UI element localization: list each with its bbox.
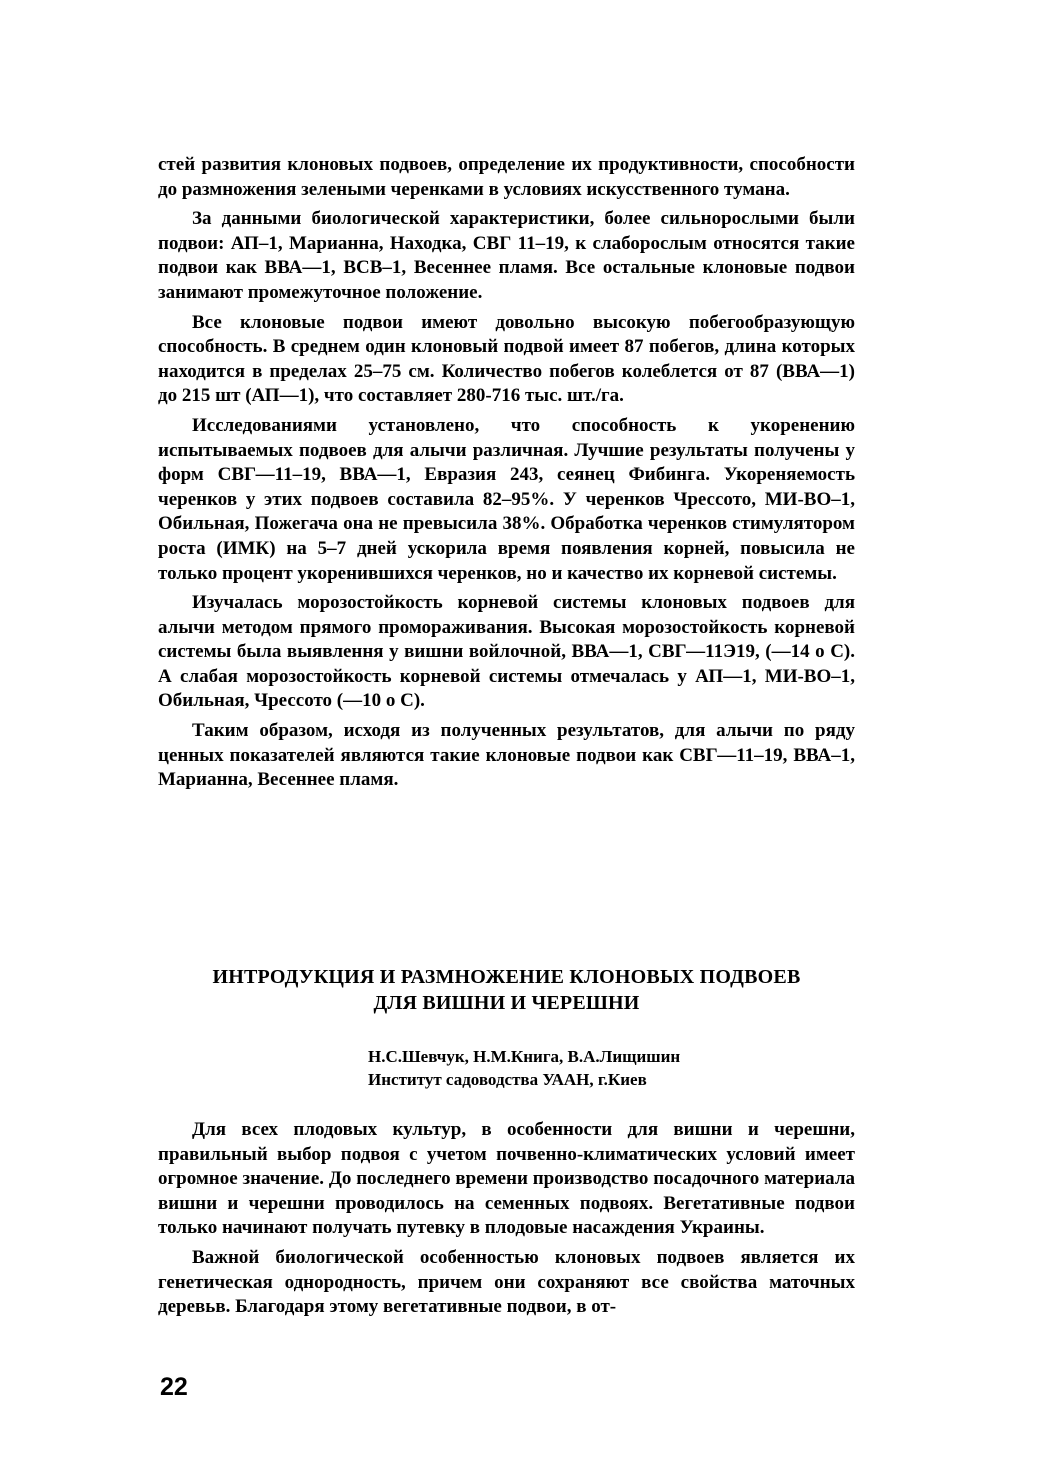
paragraph: Исследованиями установлено, что способность к укоренению испытываемых подвоев для алычи различная. Лучшие результаты получены у форм СВГ—11–19, ВВА—1, Евразия 243, сеянец Фибинга. Укореняемость черенков у этих подвоев составила 82–95%. У черенков Чрессото, МИ-ВО–1, Обильная, Пожегача она не превысила 38%. Обработка черенков стимулятором роста (ИМК) на 5–7 дней ускорила время появления корней, повысила не только процент укоренившихся черенков, но и качество их корневой системы. [158,414,855,584]
article-title [158,964,855,1016]
paragraph: стей развития клоновых подвоев, определение их продуктивности, способности до размножения зелеными черенками в условиях искусственного тумана. [158,154,855,200]
previous-article-continuation [158,153,855,793]
paragraph: Важной биологической особенностью клоновых подвоев является их генетическая однородность, причем они сохраняют все свойства маточных деревьв. Благодаря этому вегетативные подвои, в от- [158,1246,855,1318]
paragraph: Для всех плодовых культур, в особенности для вишни и черешни, правильный выбор подвоя с учетом почвенно-климатических условий имеет огромное значение. До последнего времени производство посадочного материала вишни и черешни проводилось на семенных подвоях. Вегетативные подвои только начинают получать путевку в плодовые насаждения Украины. [158,1119,855,1239]
affiliation: Институт садоводства УААН, г.Киев [368,1070,647,1089]
paragraph: За данными биологической характеристики, более сильнорослыми были подвои: АП–1, Марианна, Находка, СВГ 11–19, к слаборослым относятся такие подвои как ВВА—1, ВСВ–1, Весеннее пламя. Все остальные клоновые подвои занимают промежуточное положение. [158,208,855,303]
paragraph: Изучалась морозостойкость корневой системы клоновых подвоев для алычи методом прямого проморaживания. Высокая морозостойкость корневой системы была выявлення у вишни войлочной, ВВА—1, СВГ—11Э19, (—14 о С). А слабая морозостойкость корневой системы отмечалась у АП—1, МИ-ВО–1, Обильная, Чрессото (—10 о С). [158,592,855,712]
paragraph: Все клоновые подвои имеют довольно высокую побегообразующую способность. В среднем один клоновый подвой имеет 87 побегов, длина которых находится в пределах 25–75 см. Количество побегов колеблется от 87 (ВВА—1) до 215 шт (АП—1), что составляет 280-716 тыс. шт./га. [158,311,855,407]
authors: Н.С.Шевчук, Н.М.Книга, В.А.Лищишин [368,1047,681,1066]
article-title-line: ДЛЯ ВИШНИ И ЧЕРЕШНИ [373,992,640,1014]
author-block [368,1045,808,1091]
page-number: 22 [160,1373,188,1401]
paragraph: Таким образом, исходя из полученных результатов, для алычи по ряду ценных показателей являются такие клоновые подвои как СВГ—11–19, ВВА–1, Марианна, Весеннее пламя. [158,720,855,791]
article-body [158,1118,855,1320]
article-title-line: ИНТРОДУКЦИЯ И РАЗМНОЖЕНИЕ КЛОНОВЫХ ПОДВОЕВ [212,966,801,988]
